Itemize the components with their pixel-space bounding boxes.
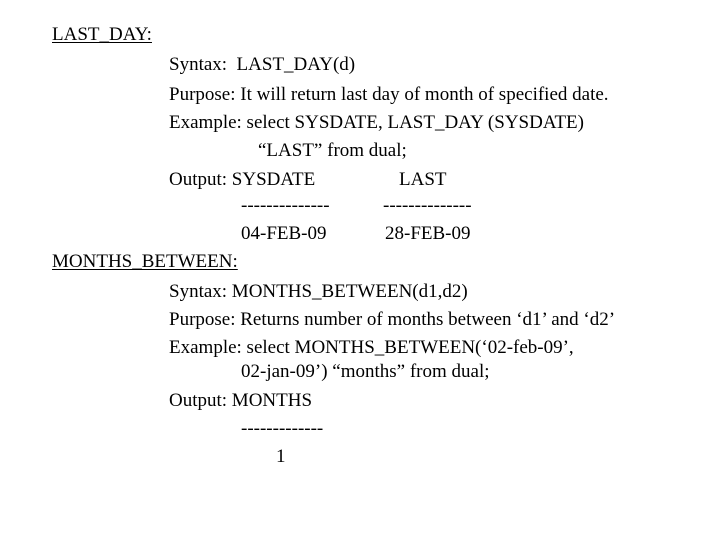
- months-between-example-line2: 02-jan-09’) “months” from dual;: [241, 361, 490, 382]
- last-day-heading: LAST_DAY:: [52, 24, 152, 45]
- months-between-output-label: Output: MONTHS: [169, 390, 313, 411]
- months-between-purpose: Purpose: Returns number of months between ‘d1’ and ‘d2’: [169, 309, 616, 330]
- last-day-syntax: Syntax: LAST_DAY(d): [169, 54, 356, 75]
- last-day-output-label: Output: SYSDATE: [169, 169, 316, 190]
- last-day-example-line1: Example: select SYSDATE, LAST_DAY (SYSDATE): [169, 112, 584, 133]
- last-day-output-dashes2: --------------: [383, 195, 472, 216]
- last-day-output-col2-header: LAST: [399, 169, 447, 190]
- months-between-output-dashes: -------------: [241, 418, 324, 439]
- last-day-example-line2: “LAST” from dual;: [258, 140, 407, 161]
- months-between-output-value: 1: [276, 446, 286, 467]
- last-day-output-dashes1: --------------: [241, 195, 330, 216]
- months-between-syntax: Syntax: MONTHS_BETWEEN(d1,d2): [169, 281, 468, 302]
- last-day-output-value2: 28-FEB-09: [385, 223, 471, 244]
- months-between-heading: MONTHS_BETWEEN:: [52, 251, 238, 272]
- months-between-example-line1: Example: select MONTHS_BETWEEN(‘02-feb-09’,: [169, 337, 574, 358]
- last-day-output-value1: 04-FEB-09: [241, 223, 327, 244]
- last-day-purpose: Purpose: It will return last day of month of specified date.: [169, 84, 609, 105]
